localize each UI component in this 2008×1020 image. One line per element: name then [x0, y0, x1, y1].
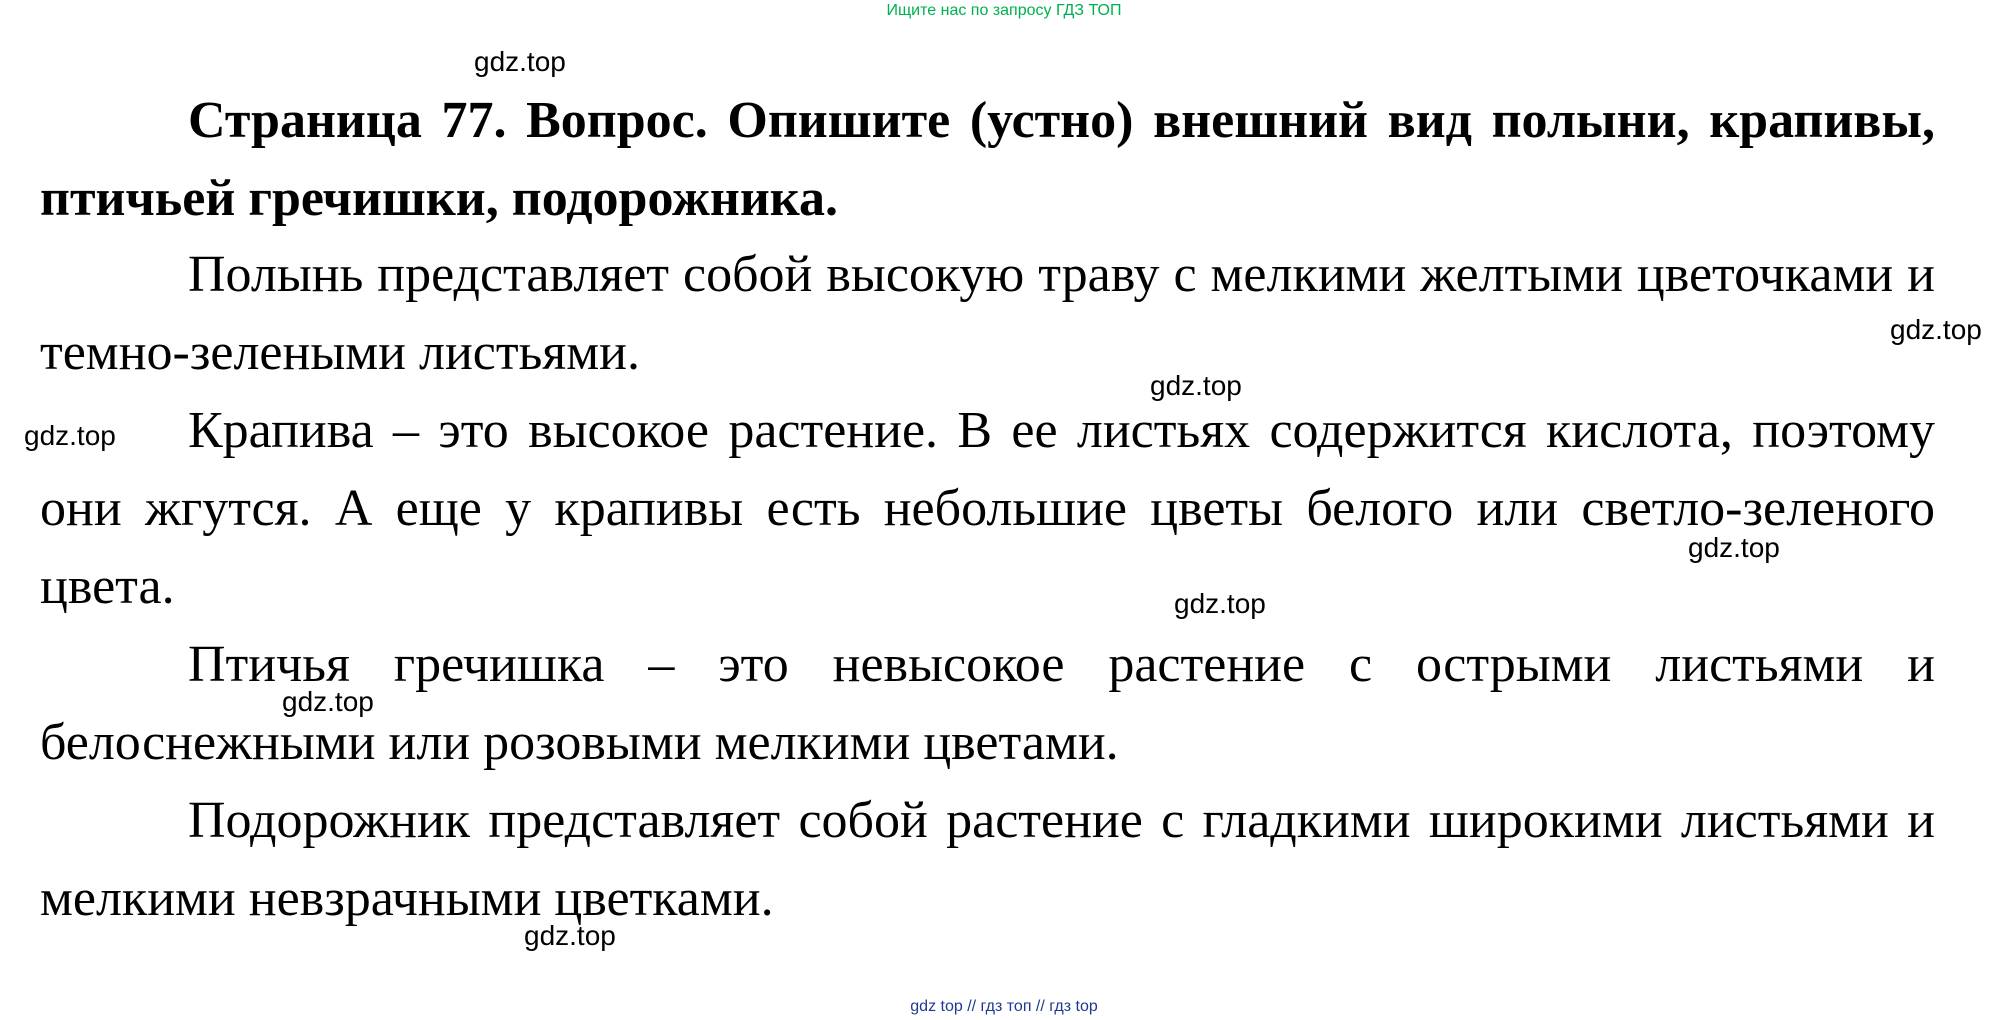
- paragraph-knotweed: Птичья гречишка – это невысокое растение с острыми листьями и белоснежными или розовыми мелкими цветами.: [40, 636, 1935, 771]
- watermark: gdz.top: [24, 420, 116, 451]
- question-title: Страница 77. Вопрос. Опишите (устно) внешний вид полыни, крапивы, птичьей гречишки, подорожника.: [40, 92, 1935, 227]
- paragraph-plantain: Подорожник представляет собой растение с гладкими широкими листьями и мелкими невзрачными цветками.: [40, 792, 1935, 927]
- watermark: gdz.top: [474, 46, 566, 77]
- paragraph-nettle: Крапива – это высокое растение. В ее листьях содержится кислота, поэтому они жгутся. А еще у крапивы есть небольшие цветы белого или светло-зеленого цвета.: [40, 402, 1935, 615]
- paragraph-wormwood: Полынь представляет собой высокую траву с мелкими желтыми цветочками и темно-зелеными листьями.: [40, 246, 1935, 381]
- watermark: gdz.top: [1150, 370, 1242, 401]
- bottom-banner: gdz top // гдз топ // гдз top: [910, 998, 1098, 1015]
- top-banner: Ищите нас по запросу ГДЗ ТОП: [886, 2, 1122, 19]
- watermark: gdz.top: [524, 920, 616, 951]
- watermark: gdz.top: [1688, 532, 1780, 563]
- watermark: gdz.top: [1174, 588, 1266, 619]
- watermark: gdz.top: [1890, 314, 1982, 345]
- watermark: gdz.top: [282, 686, 374, 717]
